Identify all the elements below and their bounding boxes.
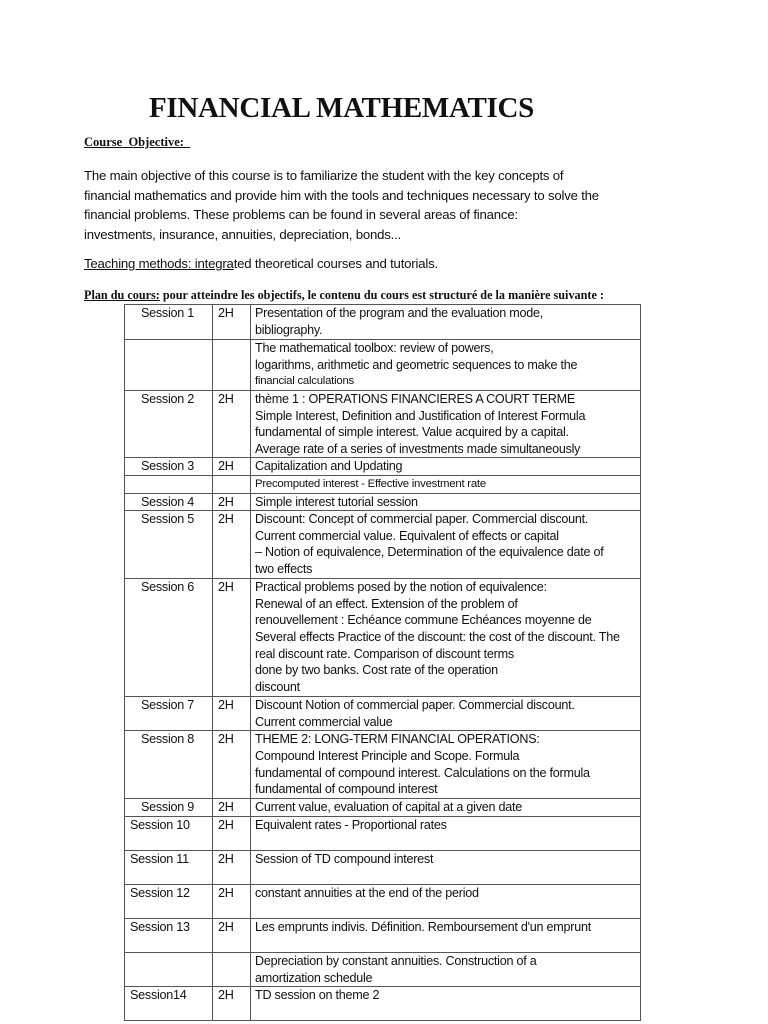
sessions-table: [124, 304, 641, 1021]
course-objective-heading: Course Objective:: [84, 135, 191, 149]
duration-cell: 2H: [213, 918, 251, 952]
duration-cell: [213, 475, 251, 493]
content-cell: [251, 816, 641, 850]
content-line: Average rate of a series of investments made simultaneously: [255, 441, 581, 456]
content-cell: [251, 475, 641, 493]
content-line: constant annuities at the end of the period: [255, 885, 479, 900]
session-cell: Session 3: [125, 458, 213, 476]
plan-text: pour atteindre les objectifs, le contenu du cours est structuré de la manière suivante :: [159, 288, 604, 302]
content-line: thème 1 : OPERATIONS FINANCIERES A COURT TERME: [255, 392, 575, 406]
content-cell: [251, 799, 641, 817]
session-cell: [125, 952, 213, 986]
content-line: logarithms, arithmetic and geometric sequences to make the: [255, 357, 578, 372]
session-cell: [125, 340, 213, 391]
content-cell: [251, 731, 641, 799]
content-line: Session of TD compound interest: [255, 851, 434, 866]
table-row: [125, 697, 641, 731]
content-line: TD session on theme 2: [255, 988, 380, 1003]
course-objective-paragraph: [84, 166, 604, 244]
content-line: Les emprunts indivis. Définition. Remboursement d'un emprunt: [255, 919, 592, 934]
content-line: Depreciation by constant annuities. Construction of a: [255, 953, 537, 968]
content-cell: [251, 493, 641, 511]
duration-cell: 2H: [213, 850, 251, 884]
duration-cell: 2H: [213, 731, 251, 799]
content-line: two effects: [255, 561, 313, 576]
plan-du-cours: [84, 288, 604, 303]
session-cell: Session 9: [125, 799, 213, 817]
content-line: Presentation of the program and the evaluation mode,: [255, 306, 544, 320]
content-line: Practical problems posed by the notion of equivalence:: [255, 580, 547, 595]
session-cell: Session 5: [125, 511, 213, 579]
content-cell: [251, 579, 641, 697]
content-cell: [251, 511, 641, 579]
content-line: fundamental of compound interest: [255, 782, 438, 797]
table-row: [125, 475, 641, 493]
session-cell: Session 4: [125, 493, 213, 511]
duration-cell: 2H: [213, 458, 251, 476]
content-line: fundamental of simple interest. Value acquired by a capital.: [255, 425, 569, 440]
content-line: Precomputed interest - Effective investment rate: [255, 477, 486, 490]
content-line: Several effects Practice of the discount: the cost of the discount. The: [255, 629, 620, 644]
session-cell: Session 13: [125, 918, 213, 952]
plan-label: Plan du cours:: [84, 288, 160, 302]
content-line: – Notion of equivalence, Determination of the equivalence date of: [255, 545, 604, 560]
content-cell: [251, 391, 641, 458]
duration-cell: 2H: [213, 697, 251, 731]
content-line: fundamental of compound interest. Calculations on the formula: [255, 765, 590, 780]
duration-cell: 2H: [213, 884, 251, 918]
content-cell: [251, 987, 641, 1021]
session-cell: Session 12: [125, 884, 213, 918]
content-line: The mathematical toolbox: review of powers,: [255, 341, 494, 355]
table-row: [125, 884, 641, 918]
content-line: Discount Notion of commercial paper. Commercial discount.: [255, 698, 575, 713]
table-row: [125, 305, 641, 340]
table-row: [125, 731, 641, 799]
teaching-methods-text: ted theoretical courses and tutorials.: [233, 256, 438, 271]
objective-line: investments, insurance, annuities, depreciation, bonds...: [84, 226, 402, 242]
table-row: [125, 391, 641, 458]
content-line: Renewal of an effect. Extension of the problem of: [255, 596, 518, 611]
duration-cell: [213, 340, 251, 391]
duration-cell: 2H: [213, 579, 251, 697]
objective-line: financial mathematics and provide him with the tools and techniques necessary to solve the: [84, 187, 599, 203]
duration-cell: 2H: [213, 799, 251, 817]
session-cell: Session 11: [125, 850, 213, 884]
content-line: discount: [255, 679, 300, 694]
session-cell: Session 7: [125, 697, 213, 731]
content-cell: [251, 850, 641, 884]
duration-cell: 2H: [213, 987, 251, 1021]
table-row: [125, 493, 641, 511]
table-row: [125, 987, 641, 1021]
content-cell: [251, 305, 641, 340]
content-cell: [251, 697, 641, 731]
content-line: Discount: Concept of commercial paper. Commercial discount.: [255, 512, 589, 527]
table-row: [125, 340, 641, 391]
table-row: [125, 458, 641, 476]
page-title: FINANCIAL MATHEMATICS: [149, 92, 534, 124]
duration-cell: 2H: [213, 816, 251, 850]
session-cell: Session 10: [125, 816, 213, 850]
table-row: [125, 850, 641, 884]
content-line: Current commercial value. Equivalent of effects or capital: [255, 528, 559, 543]
session-cell: [125, 475, 213, 493]
content-cell: [251, 458, 641, 476]
content-cell: [251, 884, 641, 918]
duration-cell: 2H: [213, 511, 251, 579]
content-line: bibliography.: [255, 322, 323, 337]
content-line: Equivalent rates - Proportional rates: [255, 817, 447, 832]
session-cell: Session 6: [125, 579, 213, 697]
duration-cell: 2H: [213, 391, 251, 458]
objective-line: The main objective of this course is to familiarize the student with the key concepts of: [84, 168, 564, 183]
content-line: financial calculations: [255, 375, 354, 388]
content-cell: [251, 918, 641, 952]
session-cell: Session 2: [125, 391, 213, 458]
duration-cell: [213, 952, 251, 986]
table-row: [125, 816, 641, 850]
table-row: [125, 918, 641, 952]
content-cell: [251, 952, 641, 986]
content-line: Current value, evaluation of capital at a given date: [255, 800, 523, 815]
session-cell: Session 1: [125, 305, 213, 340]
session-cell: Session14: [125, 987, 213, 1021]
content-line: Compound Interest Principle and Scope. Formula: [255, 748, 520, 763]
content-line: done by two banks. Cost rate of the operation: [255, 663, 498, 678]
content-line: Capitalization and Updating: [255, 459, 403, 474]
content-line: real discount rate. Comparison of discount terms: [255, 646, 514, 661]
content-line: Simple Interest, Definition and Justification of Interest Formula: [255, 408, 586, 423]
teaching-methods: [84, 256, 438, 271]
teaching-methods-label: Teaching methods: integra: [84, 256, 234, 271]
duration-cell: 2H: [213, 305, 251, 340]
session-cell: Session 8: [125, 731, 213, 799]
table-row: [125, 511, 641, 579]
table-row: [125, 952, 641, 986]
content-line: renouvellement : Echéance commune Echéances moyenne de: [255, 613, 592, 628]
objective-line: financial problems. These problems can be found in several areas of finance:: [84, 207, 518, 222]
table-row: [125, 799, 641, 817]
content-cell: [251, 340, 641, 391]
content-line: amortization schedule: [255, 970, 373, 985]
content-line: Current commercial value: [255, 714, 393, 729]
content-line: Simple interest tutorial session: [255, 494, 418, 509]
content-line: THEME 2: LONG-TERM FINANCIAL OPERATIONS:: [255, 732, 540, 747]
duration-cell: 2H: [213, 493, 251, 511]
table-row: [125, 579, 641, 697]
